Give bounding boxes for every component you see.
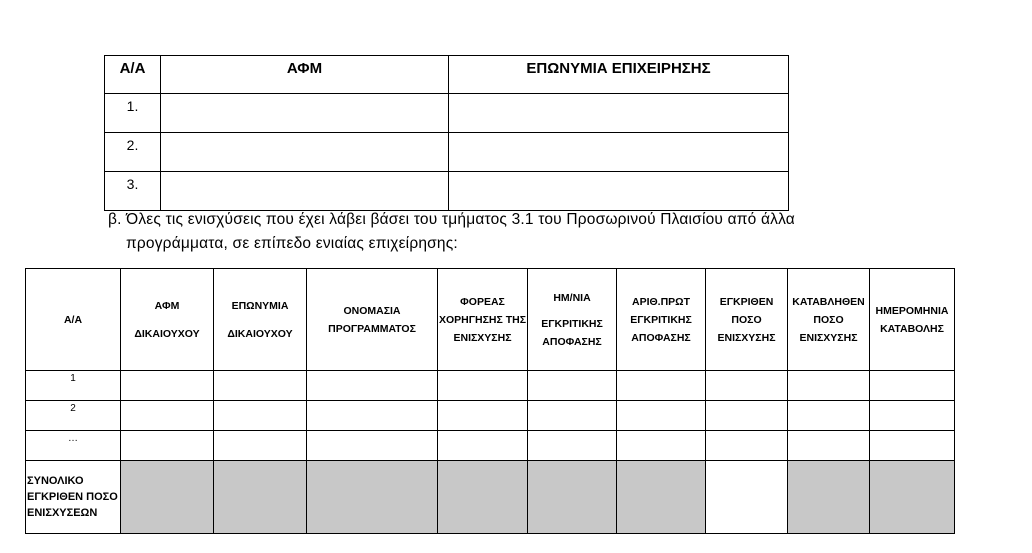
table-cell[interactable]	[788, 401, 870, 431]
afm-cell[interactable]	[161, 172, 449, 211]
table-cell[interactable]	[870, 401, 955, 431]
table-cell[interactable]	[870, 431, 955, 461]
header-approval-date: ΗΜ/ΝΙΑ ΕΓΚΡΙΤΙΚΗΣ ΑΠΟΦΑΣΗΣ	[528, 269, 617, 371]
row-number: 2	[26, 401, 121, 431]
business-name-cell[interactable]	[449, 133, 789, 172]
table-cell[interactable]	[870, 371, 955, 401]
paragraph-line-2: προγράμματα, σε επίπεδο ενιαίας επιχείρησης:	[126, 235, 458, 252]
header-granting-body: ΦΟΡΕΑΣ ΧΟΡΗΓΗΣΗΣ ΤΗΣ ΕΝΙΣΧΥΣΗΣ	[438, 269, 528, 371]
table-cell[interactable]	[438, 431, 528, 461]
table-row	[105, 133, 789, 172]
table-cell[interactable]	[214, 431, 307, 461]
shaded-cell	[788, 461, 870, 534]
table-cell[interactable]	[438, 401, 528, 431]
table-cell[interactable]	[438, 371, 528, 401]
table-cell[interactable]	[121, 401, 214, 431]
table-cell[interactable]	[307, 431, 438, 461]
business-name-cell[interactable]	[449, 94, 789, 133]
row-number: 1	[26, 371, 121, 401]
row-number: 3.	[105, 172, 161, 211]
table-row	[105, 172, 789, 211]
header-aa: Α/Α	[26, 269, 121, 371]
total-label: ΣΥΝΟΛΙΚΟ ΕΓΚΡΙΘΕΝ ΠΟΣΟ ΕΝΙΣΧΥΣΕΩΝ	[26, 461, 121, 534]
header-approval-protocol: ΑΡΙΘ.ΠΡΩΤ ΕΓΚΡΙΤΙΚΗΣ ΑΠΟΦΑΣΗΣ	[617, 269, 706, 371]
table-row	[26, 431, 955, 461]
business-name-cell[interactable]	[449, 172, 789, 211]
total-approved-amount-cell[interactable]	[706, 461, 788, 534]
row-number: 1.	[105, 94, 161, 133]
table-cell[interactable]	[617, 371, 706, 401]
table-cell[interactable]	[214, 371, 307, 401]
aid-table-header	[26, 269, 955, 371]
table-row	[105, 94, 789, 133]
table-cell[interactable]	[528, 401, 617, 431]
aid-table	[25, 268, 955, 534]
shaded-cell	[214, 461, 307, 534]
table-cell[interactable]	[617, 401, 706, 431]
header-business-name: ΕΠΩΝΥΜΙΑ ΕΠΙΧΕΙΡΗΣΗΣ	[449, 56, 789, 94]
table-cell[interactable]	[214, 401, 307, 431]
row-number: …	[26, 431, 121, 461]
header-beneficiary-afm: ΑΦΜ ΔΙΚΑΙΟΥΧΟΥ	[121, 269, 214, 371]
shaded-cell	[870, 461, 955, 534]
afm-cell[interactable]	[161, 94, 449, 133]
table-cell[interactable]	[307, 371, 438, 401]
table-cell[interactable]	[528, 371, 617, 401]
table-cell[interactable]	[706, 371, 788, 401]
header-program-name: ΟΝΟΜΑΣΙΑ ΠΡΟΓΡΑΜΜΑΤΟΣ	[307, 269, 438, 371]
header-afm: ΑΦΜ	[161, 56, 449, 94]
business-table-header	[105, 56, 789, 94]
table-row	[26, 371, 955, 401]
shaded-cell	[307, 461, 438, 534]
header-approved-amount: ΕΓΚΡΙΘΕΝ ΠΟΣΟ ΕΝΙΣΧΥΣΗΣ	[706, 269, 788, 371]
header-paid-amount: ΚΑΤΑΒΛΗΘΕΝ ΠΟΣΟ ΕΝΙΣΧΥΣΗΣ	[788, 269, 870, 371]
total-row	[26, 461, 955, 534]
header-aa: Α/Α	[105, 56, 161, 94]
table-cell[interactable]	[706, 401, 788, 431]
shaded-cell	[438, 461, 528, 534]
table-cell[interactable]	[706, 431, 788, 461]
business-table	[104, 55, 789, 211]
shaded-cell	[617, 461, 706, 534]
table-cell[interactable]	[307, 401, 438, 431]
section-b-text	[108, 208, 888, 256]
row-number: 2.	[105, 133, 161, 172]
table-cell[interactable]	[788, 431, 870, 461]
paragraph-line-1: β. Όλες τις ενισχύσεις που έχει λάβει βάσει του τμήματος 3.1 του Προσωρινού Πλαισίου από άλλα	[108, 211, 795, 228]
table-row	[26, 401, 955, 431]
table-cell[interactable]	[528, 431, 617, 461]
header-payment-date: ΗΜΕΡΟΜΗΝΙΑ ΚΑΤΑΒΟΛΗΣ	[870, 269, 955, 371]
header-beneficiary-name: ΕΠΩΝΥΜΙΑ ΔΙΚΑΙΟΥΧΟΥ	[214, 269, 307, 371]
shaded-cell	[528, 461, 617, 534]
table-cell[interactable]	[617, 431, 706, 461]
afm-cell[interactable]	[161, 133, 449, 172]
table-cell[interactable]	[788, 371, 870, 401]
shaded-cell	[121, 461, 214, 534]
table-cell[interactable]	[121, 371, 214, 401]
table-cell[interactable]	[121, 431, 214, 461]
